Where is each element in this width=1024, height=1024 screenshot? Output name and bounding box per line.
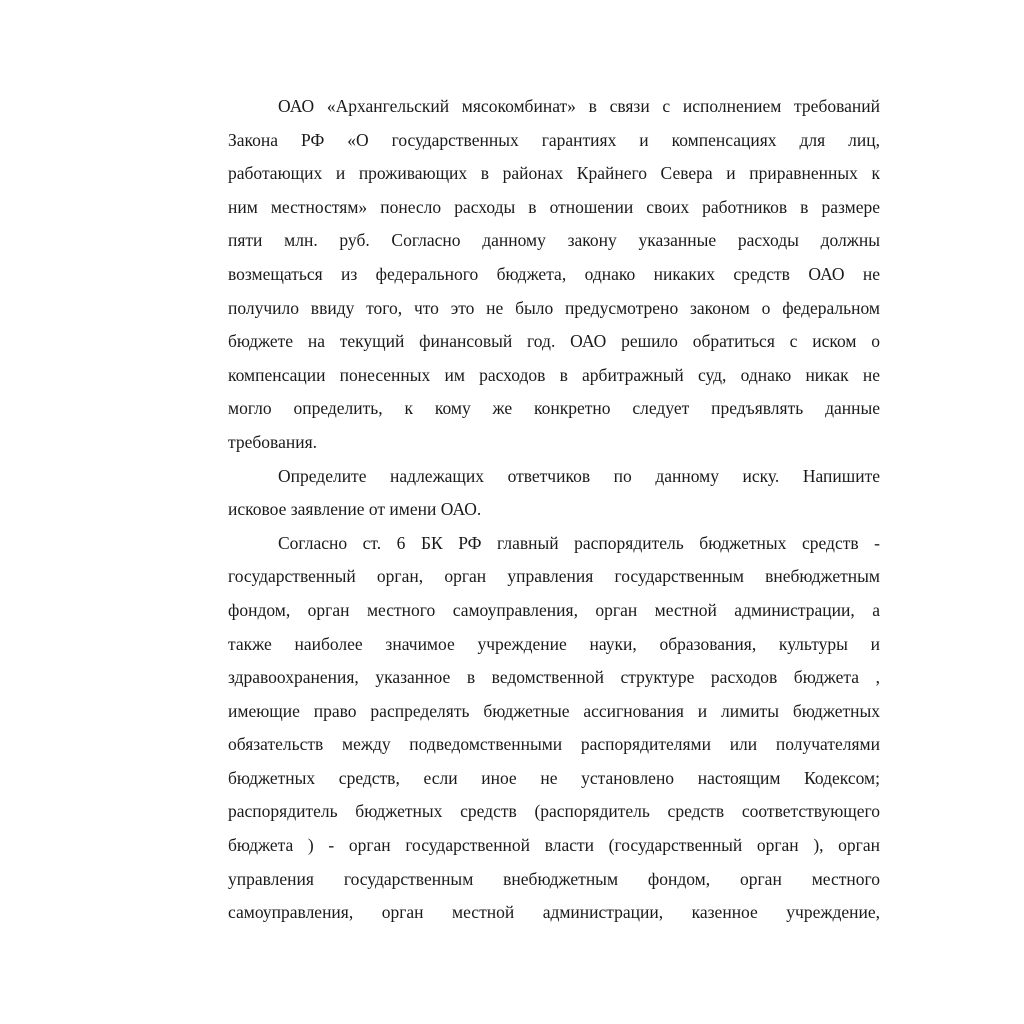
text-line: компенсации понесенных им расходов в арбитражный суд, однако никак не	[228, 364, 880, 385]
text-line: здравоохранения, указанное в ведомственной структуре расходов бюджета ,	[228, 667, 880, 688]
text-line: ним местностям» понесло расходы в отношении своих работников в размере	[228, 196, 880, 217]
text-line: Закона РФ «О государственных гарантиях и компенсациях для лиц,	[228, 129, 880, 150]
text-line: возмещаться из федерального бюджета, однако никаких средств ОАО не	[228, 263, 880, 284]
text-line: Согласно ст. 6 БК РФ главный распорядитель бюджетных средств -	[278, 532, 880, 553]
text-line: пяти млн. руб. Согласно данному закону указанные расходы должны	[228, 230, 880, 251]
text-line: обязательств между подведомственными распорядителями или получателями	[228, 734, 880, 755]
text-line: самоуправления, орган местной администрации, казенное учреждение,	[228, 902, 880, 923]
text-line: могло определить, к кому же конкретно следует предъявлять данные	[228, 398, 880, 419]
document-text	[228, 90, 880, 930]
text-line: бюджетных средств, если иное не установлено настоящим Кодексом;	[228, 767, 880, 788]
text-line: имеющие право распределять бюджетные ассигнования и лимиты бюджетных	[228, 700, 880, 721]
text-line: Определите надлежащих ответчиков по данному иску. Напишите	[278, 465, 880, 486]
paragraph	[228, 90, 880, 460]
text-line: ОАО «Архангельский мясокомбинат» в связи с исполнением требований	[278, 96, 880, 116]
text-line: распорядитель бюджетных средств (распорядитель средств соответствующего	[228, 801, 880, 822]
text-line: требования.	[228, 431, 317, 452]
text-line: управления государственным внебюджетным фондом, орган местного	[228, 868, 880, 889]
paragraph	[228, 527, 880, 930]
text-line: фондом, орган местного самоуправления, орган местной администрации, а	[228, 599, 880, 620]
text-line: исковое заявление от имени ОАО.	[228, 499, 482, 520]
text-line: бюджета ) - орган государственной власти (государственный орган ), орган	[228, 835, 880, 856]
text-line: государственный орган, орган управления государственным внебюджетным	[228, 566, 880, 587]
text-line: получило ввиду того, что это не было предусмотрено законом о федеральном	[228, 297, 880, 318]
text-line: бюджете на текущий финансовый год. ОАО решило обратиться с иском о	[228, 331, 880, 352]
text-line: также наиболее значимое учреждение науки, образования, культуры и	[228, 633, 880, 654]
paragraph	[228, 460, 880, 527]
text-line: работающих и проживающих в районах Крайнего Севера и приравненных к	[228, 163, 880, 184]
